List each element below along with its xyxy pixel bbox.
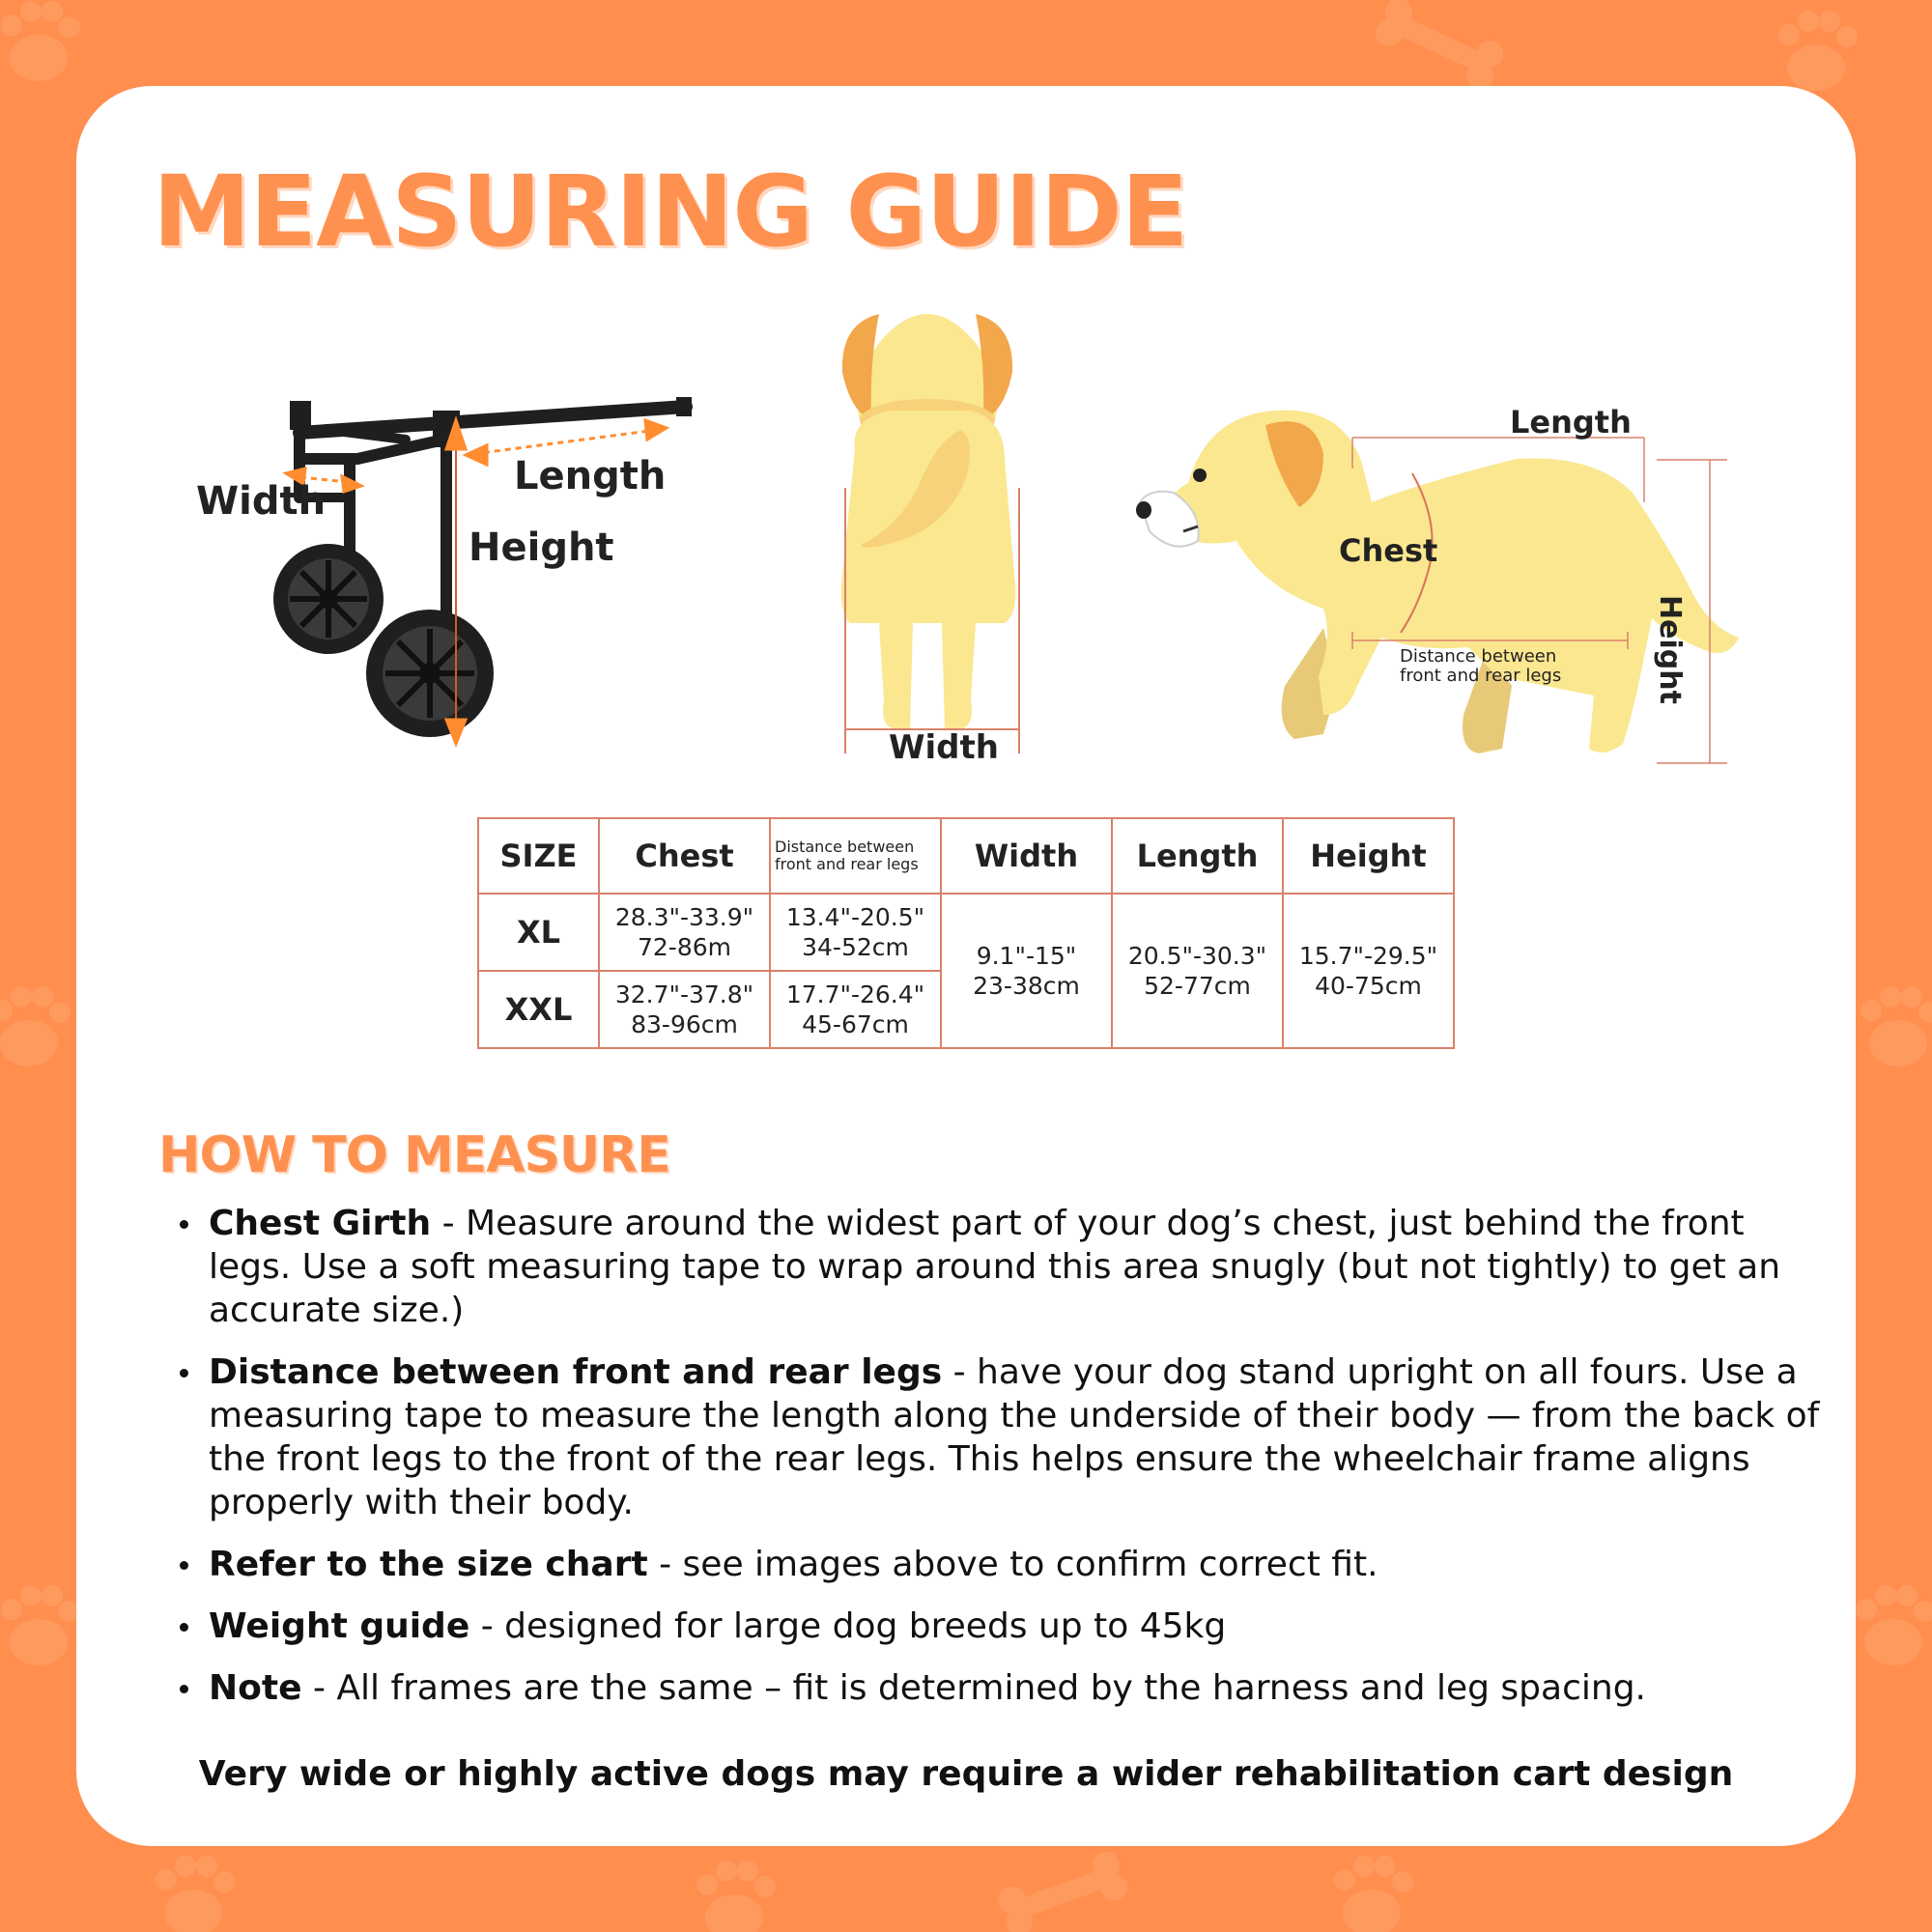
length-inches: 20.5"-30.3": [1127, 942, 1267, 970]
dog-rear-view-illustration: [811, 285, 1043, 768]
header-distance-line1: Distance between: [775, 838, 915, 856]
tip-title: Chest Girth: [209, 1204, 432, 1243]
side-dog-chest-label: Chest: [1339, 532, 1438, 569]
paw-icon: [696, 1861, 776, 1932]
tip-text: - Measure around the widest part of your dog’s chest, just behind the front legs. Use a soft measuring tape to wrap around this area snugly (but not tightly) to get an accurate size.): [209, 1204, 1781, 1330]
side-dog-length-label: Length: [1510, 404, 1632, 440]
side-dog-distance-label-line2: front and rear legs: [1400, 666, 1562, 686]
size-table: [477, 817, 1455, 1049]
side-dog-distance-label-line1: Distance between: [1400, 646, 1557, 667]
tip-text: - designed for large dog breeds up to 45kg: [469, 1606, 1227, 1646]
header-height: Height: [1283, 818, 1454, 894]
height-cell: [1283, 894, 1454, 1048]
wheelchair-length-label: Length: [514, 454, 667, 498]
bone-icon: [994, 1848, 1131, 1932]
length-cell: [1112, 894, 1283, 1048]
header-chest: Chest: [599, 818, 770, 894]
wheelchair-width-label: Width: [196, 479, 327, 524]
length-cm: 52-77cm: [1144, 972, 1251, 1000]
width-inches: 9.1"-15": [976, 942, 1077, 970]
table-row: [478, 894, 1454, 971]
tip-text: - see images above to confirm correct fit.: [647, 1545, 1378, 1584]
distance-cell: [770, 971, 941, 1048]
page-title: MEASURING GUIDE: [153, 155, 1188, 270]
paw-icon: [1861, 986, 1932, 1066]
distance-cm: 45-67cm: [802, 1010, 909, 1038]
paw-icon: [1, 1585, 80, 1665]
height-cm: 40-75cm: [1315, 972, 1422, 1000]
paw-icon: [1856, 1585, 1932, 1665]
chest-cell: [599, 894, 770, 971]
size-cell: XL: [478, 894, 599, 971]
list-item: [209, 1202, 1832, 1332]
header-size: SIZE: [478, 818, 599, 894]
header-length: Length: [1112, 818, 1283, 894]
paw-icon: [0, 986, 71, 1066]
wheel-icon: [366, 610, 494, 737]
width-cell: [941, 894, 1112, 1048]
chest-cm: 83-96cm: [631, 1010, 738, 1038]
tip-text: - All frames are the same – fit is determined by the harness and leg spacing.: [301, 1668, 1646, 1708]
distance-cell: [770, 894, 941, 971]
distance-cm: 34-52cm: [802, 933, 909, 961]
tip-text: - have your dog stand upright on all fours. Use a measuring tape to measure the length along the underside of their body — from the back of the front legs to the front of the rear legs. This helps ensure the wheelchair frame aligns properly with their body.: [209, 1352, 1820, 1522]
bone-icon: [1371, 0, 1508, 93]
tip-title: Refer to the size chart: [209, 1545, 648, 1584]
paw-icon: [1778, 11, 1858, 91]
header-width: Width: [941, 818, 1112, 894]
how-to-measure-list: [170, 1202, 1832, 1728]
paw-icon: [1, 1, 80, 81]
chest-cell: [599, 971, 770, 1048]
header-distance: [770, 818, 941, 894]
wheelchair-illustration: [193, 372, 715, 749]
side-dog-height-label: Height: [1653, 595, 1687, 704]
wheelchair-height-label: Height: [469, 526, 614, 570]
width-cm: 23-38cm: [973, 972, 1080, 1000]
list-item: [209, 1666, 1832, 1710]
header-distance-line2: front and rear legs: [775, 855, 919, 873]
paw-icon: [1334, 1856, 1413, 1932]
list-item: [209, 1543, 1832, 1586]
dog-side-view-illustration: [1130, 396, 1758, 773]
chest-inches: 28.3"-33.9": [614, 903, 754, 931]
tip-title: Weight guide: [209, 1606, 470, 1646]
tip-title: Distance between front and rear legs: [209, 1352, 943, 1392]
size-cell: XXL: [478, 971, 599, 1048]
list-item: [209, 1605, 1832, 1648]
distance-inches: 17.7"-26.4": [785, 980, 925, 1009]
size-table-header-row: [478, 818, 1454, 894]
paw-icon: [156, 1856, 235, 1932]
distance-inches: 13.4"-20.5": [785, 903, 925, 931]
footer-note: Very wide or highly active dogs may require a wider rehabilitation cart design: [198, 1754, 1734, 1794]
tip-title: Note: [209, 1668, 302, 1708]
rear-dog-width-label: Width: [889, 728, 999, 767]
chest-cm: 72-86m: [638, 933, 731, 961]
wheel-icon: [273, 544, 384, 654]
list-item: [209, 1350, 1832, 1524]
how-to-measure-heading: HOW TO MEASURE: [158, 1126, 670, 1184]
chest-inches: 32.7"-37.8": [614, 980, 754, 1009]
height-inches: 15.7"-29.5": [1298, 942, 1438, 970]
